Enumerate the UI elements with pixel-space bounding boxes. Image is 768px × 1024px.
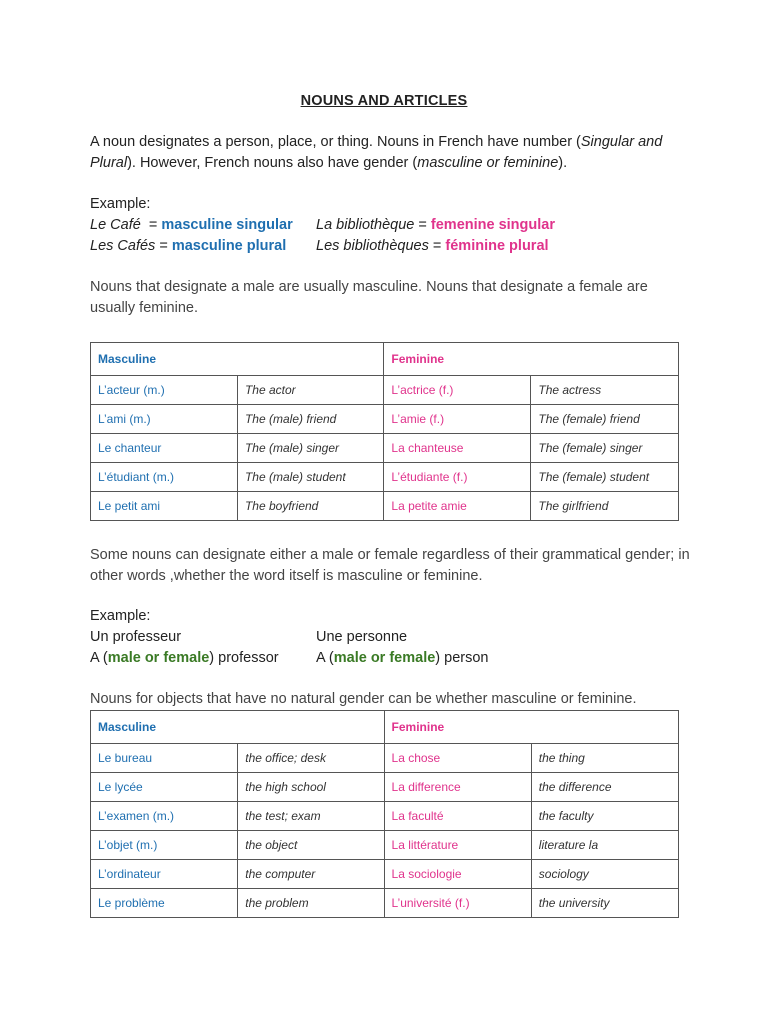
- masculine-noun: Le bureau: [91, 744, 238, 773]
- intro-text-3: ).: [558, 155, 568, 171]
- english-translation: the university: [531, 889, 678, 918]
- gender-tag: male or female: [333, 650, 436, 666]
- masculine-noun: L’ordinateur: [91, 860, 238, 889]
- table-row: [91, 405, 679, 434]
- english-translation: the office; desk: [238, 744, 384, 773]
- feminine-noun: La chose: [384, 744, 531, 773]
- equals-sign: =: [155, 238, 172, 254]
- objects-paragraph: Nouns for objects that have no natural gender can be whether masculine or feminine.: [90, 691, 637, 707]
- example2-left-word: Un professeur: [90, 629, 182, 645]
- english-translation: The (female) student: [531, 463, 679, 492]
- feminine-header: Feminine: [384, 343, 679, 376]
- masculine-noun: Le lycée: [91, 773, 238, 802]
- english-translation: the problem: [238, 889, 384, 918]
- table-row: [91, 831, 679, 860]
- example2-label: Example:: [90, 608, 151, 624]
- feminine-noun: L’étudiante (f.): [384, 463, 531, 492]
- example1-word: Le Café: [90, 217, 141, 233]
- masculine-noun: L’acteur (m.): [91, 376, 238, 405]
- masculine-noun: L’étudiant (m.): [91, 463, 238, 492]
- english-translation: the object: [238, 831, 384, 860]
- table-row: [91, 802, 679, 831]
- table-row: [91, 860, 679, 889]
- english-translation: the test; exam: [238, 802, 384, 831]
- example2-right-gloss: [316, 648, 489, 669]
- table-header-row: [91, 343, 679, 376]
- example1-row2-left: [90, 236, 286, 257]
- english-translation: The (male) friend: [237, 405, 383, 434]
- english-translation: the faculty: [531, 802, 678, 831]
- gloss-text: ) person: [435, 650, 489, 666]
- masculine-noun: Le petit ami: [91, 492, 238, 521]
- either-gender-paragraph: Some nouns can designate either a male or female regardless of their grammatical gender; in other words ,whether the word itself is masculine or feminine.: [90, 547, 690, 584]
- intro-paragraph: [90, 132, 690, 174]
- table-row: [91, 463, 679, 492]
- table-row: [91, 744, 679, 773]
- gender-tag: féminine plural: [445, 238, 549, 254]
- table-row: [91, 434, 679, 463]
- example1-row2-right: [316, 236, 549, 257]
- gender-tag: masculine plural: [171, 238, 287, 254]
- table-row: [91, 492, 679, 521]
- example2-left-gloss: [90, 648, 279, 669]
- gender-tag: male or female: [107, 650, 210, 666]
- feminine-noun: La difference: [384, 773, 531, 802]
- masculine-noun: L’ami (m.): [91, 405, 238, 434]
- english-translation: The actor: [237, 376, 383, 405]
- feminine-noun: L’université (f.): [384, 889, 531, 918]
- example1-word: La bibliothèque: [316, 217, 415, 233]
- gender-tag: masculine singular: [161, 217, 293, 233]
- example1-label: Example:: [90, 196, 151, 212]
- example2-right-word: Une personne: [316, 629, 408, 645]
- masculine-noun: Le problème: [91, 889, 238, 918]
- gender-paragraph: Nouns that designate a male are usually masculine. Nouns that designate a female are usually feminine.: [90, 279, 648, 316]
- gender-tag: femenine singular: [430, 217, 555, 233]
- table-row: [91, 376, 679, 405]
- english-translation: The actress: [531, 376, 679, 405]
- example1-row1-left: [90, 215, 293, 236]
- intro-italic-1: Singular and Plural: [90, 134, 663, 171]
- people-gender-table: [90, 342, 679, 521]
- table-header-row: [91, 711, 679, 744]
- english-translation: the computer: [238, 860, 384, 889]
- english-translation: The (male) student: [237, 463, 383, 492]
- masculine-noun: L’examen (m.): [91, 802, 238, 831]
- english-translation: the thing: [531, 744, 678, 773]
- masculine-header: Masculine: [91, 711, 385, 744]
- intro-italic-2: masculine or feminine: [417, 155, 559, 171]
- english-translation: the high school: [238, 773, 384, 802]
- feminine-noun: La littérature: [384, 831, 531, 860]
- feminine-noun: La sociologie: [384, 860, 531, 889]
- feminine-noun: L’actrice (f.): [384, 376, 531, 405]
- masculine-noun: L’objet (m.): [91, 831, 238, 860]
- table-row: [91, 889, 679, 918]
- example1-word: Les bibliothèques: [316, 238, 429, 254]
- feminine-noun: La petite amie: [384, 492, 531, 521]
- feminine-header: Feminine: [384, 711, 678, 744]
- intro-text-2: ). However, French nouns also have gender (: [127, 155, 418, 171]
- english-translation: The boyfriend: [237, 492, 383, 521]
- example1-row1-right: [316, 215, 555, 236]
- masculine-header: Masculine: [91, 343, 384, 376]
- gloss-text: ) professor: [209, 650, 279, 666]
- page-title: NOUNS AND ARTICLES: [300, 93, 468, 109]
- equals-sign: =: [140, 217, 162, 233]
- feminine-noun: La faculté: [384, 802, 531, 831]
- gloss-text: A (: [316, 650, 334, 666]
- equals-sign: =: [428, 238, 446, 254]
- english-translation: The (male) singer: [237, 434, 383, 463]
- english-translation: literature la: [531, 831, 678, 860]
- table-row: [91, 773, 679, 802]
- english-translation: The (female) friend: [531, 405, 679, 434]
- masculine-noun: Le chanteur: [91, 434, 238, 463]
- english-translation: The girlfriend: [531, 492, 679, 521]
- equals-sign: =: [414, 217, 431, 233]
- objects-gender-table: [90, 710, 679, 918]
- english-translation: The (female) singer: [531, 434, 679, 463]
- feminine-noun: L’amie (f.): [384, 405, 531, 434]
- feminine-noun: La chanteuse: [384, 434, 531, 463]
- example1-word: Les Cafés: [90, 238, 156, 254]
- gloss-text: A (: [90, 650, 108, 666]
- english-translation: the difference: [531, 773, 678, 802]
- intro-text-1: A noun designates a person, place, or thing. Nouns in French have number (: [90, 134, 581, 150]
- english-translation: sociology: [531, 860, 678, 889]
